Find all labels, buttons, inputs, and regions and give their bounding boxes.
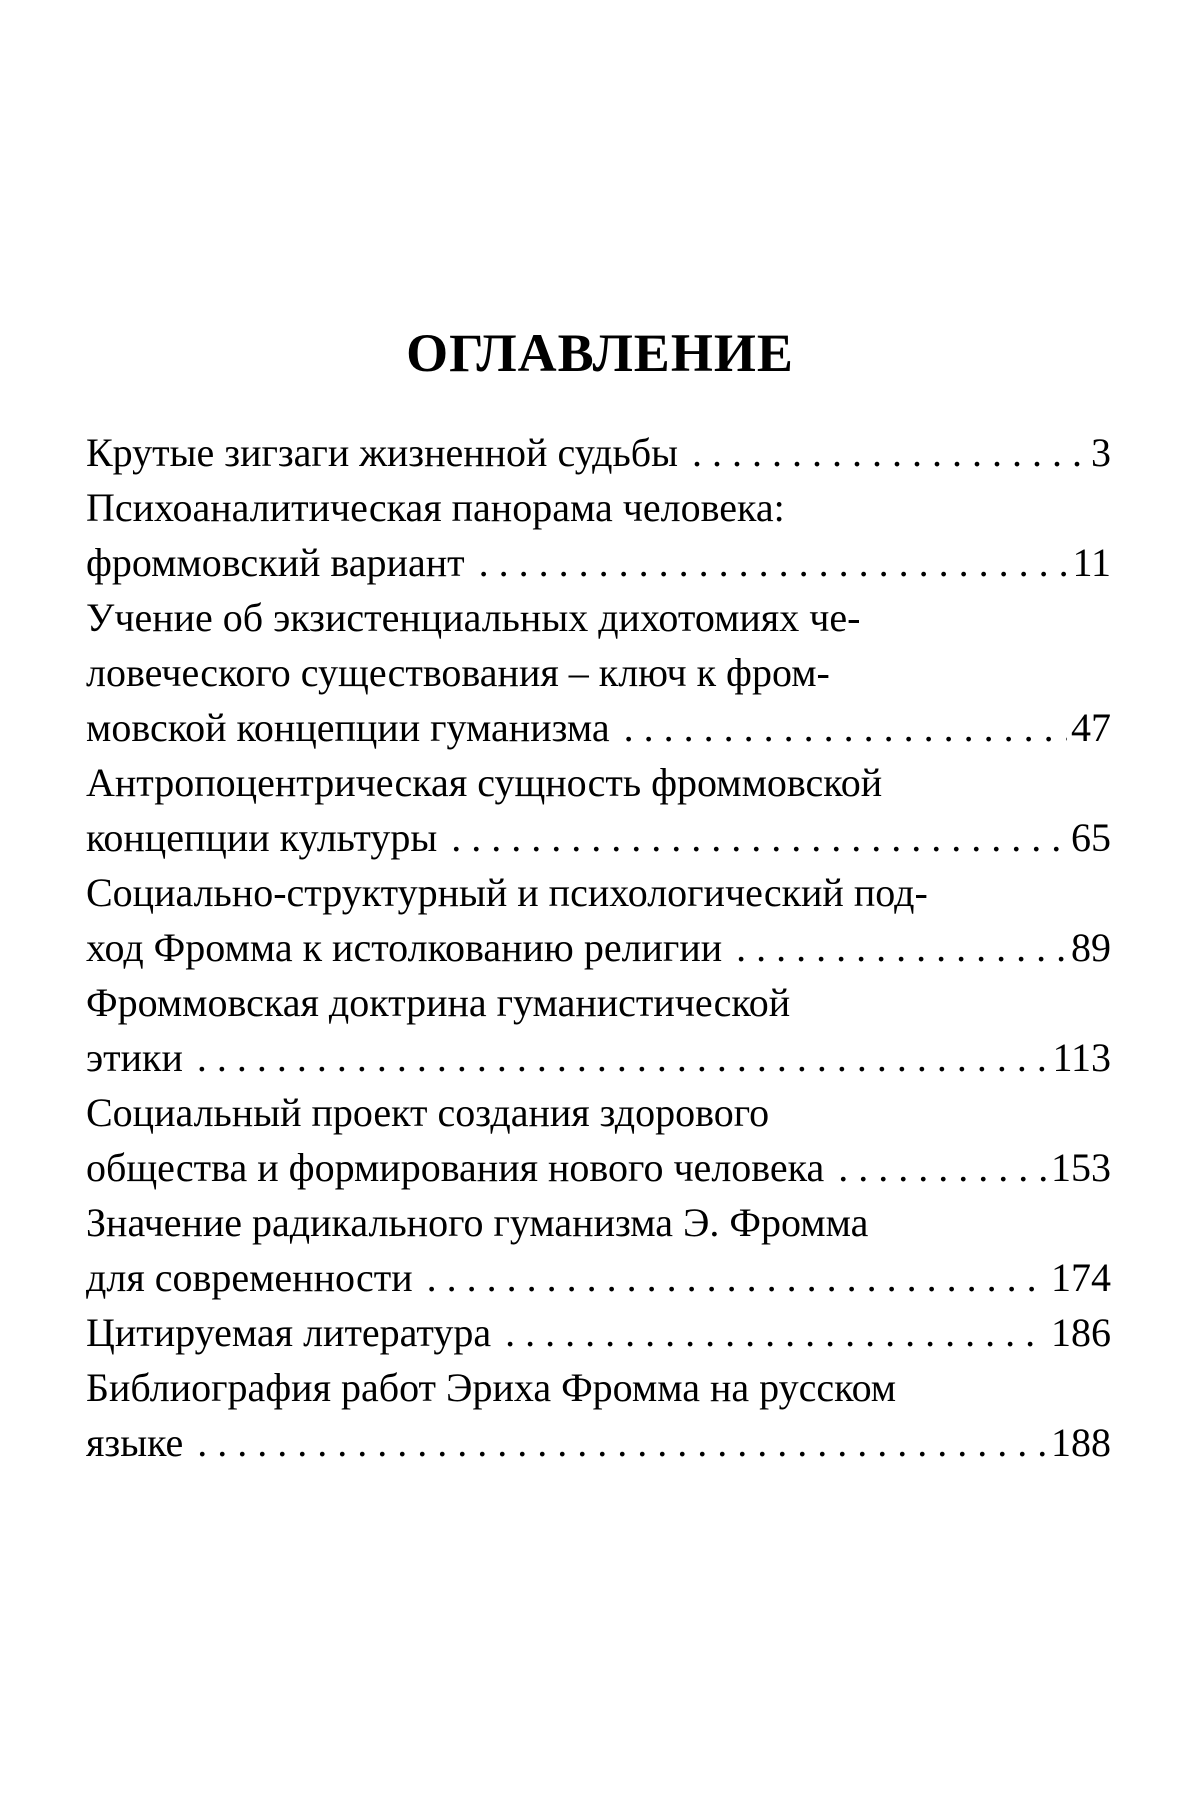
toc-entry-title: Значение радикального гуманизма Э. Фромма — [86, 1200, 869, 1245]
toc-entry-title: Учение об экзистенциальных дихотомиях че- — [86, 595, 861, 640]
toc-entry — [86, 1085, 1111, 1195]
toc-line — [86, 1360, 1111, 1415]
toc-entry — [86, 865, 1111, 975]
toc-line — [86, 755, 1111, 810]
toc-entry-title: этики — [86, 1035, 183, 1080]
dot-leader — [692, 425, 1087, 480]
toc-line — [86, 1415, 1111, 1470]
toc-page-number: 11 — [1072, 540, 1111, 585]
dot-leader — [838, 1140, 1047, 1195]
toc-page-number: 174 — [1051, 1255, 1111, 1300]
toc-page-number: 188 — [1051, 1420, 1111, 1465]
toc-entry-title: Социально-структурный и психологический под- — [86, 870, 928, 915]
toc-entry-title: мовской концепции гуманизма — [86, 705, 610, 750]
toc-line — [86, 425, 1111, 480]
toc-entry-title: Библиография работ Эриха Фромма на русском — [86, 1365, 897, 1410]
toc-entry — [86, 480, 1111, 590]
toc-line — [86, 590, 1111, 645]
toc-page-number: 89 — [1071, 925, 1111, 970]
toc-line — [86, 1305, 1111, 1360]
dot-leader — [479, 535, 1069, 590]
dot-leader — [451, 810, 1067, 865]
toc-entry — [86, 1360, 1111, 1470]
toc-entry-title: ловеческого существования – ключ к фром- — [86, 650, 830, 695]
toc-line — [86, 1195, 1111, 1250]
toc-page-number: 113 — [1052, 1035, 1111, 1080]
toc-entry-title: фроммовский вариант — [86, 540, 465, 585]
toc-line — [86, 1250, 1111, 1305]
toc-line — [86, 920, 1111, 975]
toc-entry — [86, 755, 1111, 865]
toc-entry-title: общества и формирования нового человека — [86, 1145, 825, 1190]
dot-leader — [624, 700, 1067, 755]
dot-leader — [427, 1250, 1047, 1305]
table-of-contents — [86, 425, 1111, 1470]
toc-page-number: 47 — [1071, 705, 1111, 750]
toc-line — [86, 1140, 1111, 1195]
toc-entry — [86, 1305, 1111, 1360]
dot-leader — [505, 1305, 1047, 1360]
toc-line — [86, 1030, 1111, 1085]
toc-line — [86, 1085, 1111, 1140]
dot-leader — [736, 920, 1067, 975]
toc-entry — [86, 975, 1111, 1085]
toc-entry-title: концепции культуры — [86, 815, 438, 860]
toc-page-number: 65 — [1071, 815, 1111, 860]
toc-entry — [86, 590, 1111, 755]
toc-entry-title: Цитируемая литература — [86, 1310, 492, 1355]
toc-page-number: 3 — [1091, 430, 1111, 475]
toc-entry-title: для современности — [86, 1255, 413, 1300]
toc-line — [86, 645, 1111, 700]
toc-line — [86, 700, 1111, 755]
page-title: ОГЛАВЛЕНИЕ — [406, 323, 794, 383]
toc-entry-title: ход Фромма к истолкованию религии — [86, 925, 723, 970]
toc-line — [86, 480, 1111, 535]
dot-leader — [197, 1030, 1049, 1085]
toc-entry — [86, 425, 1111, 480]
toc-line — [86, 535, 1111, 590]
toc-page-number: 186 — [1051, 1310, 1111, 1355]
toc-entry-title: Психоаналитическая панорама человека: — [86, 485, 785, 530]
toc-entry — [86, 1195, 1111, 1305]
toc-entry-title: языке — [86, 1420, 184, 1465]
toc-entry-title: Фроммовская доктрина гуманистической — [86, 980, 791, 1025]
toc-entry-title: Крутые зигзаги жизненной судьбы — [86, 430, 678, 475]
toc-page-number: 153 — [1051, 1145, 1111, 1190]
toc-line — [86, 810, 1111, 865]
toc-line — [86, 865, 1111, 920]
toc-entry-title: Антропоцентрическая сущность фроммовской — [86, 760, 883, 805]
dot-leader — [197, 1415, 1047, 1470]
toc-line — [86, 975, 1111, 1030]
toc-entry-title: Социальный проект создания здорового — [86, 1090, 770, 1135]
